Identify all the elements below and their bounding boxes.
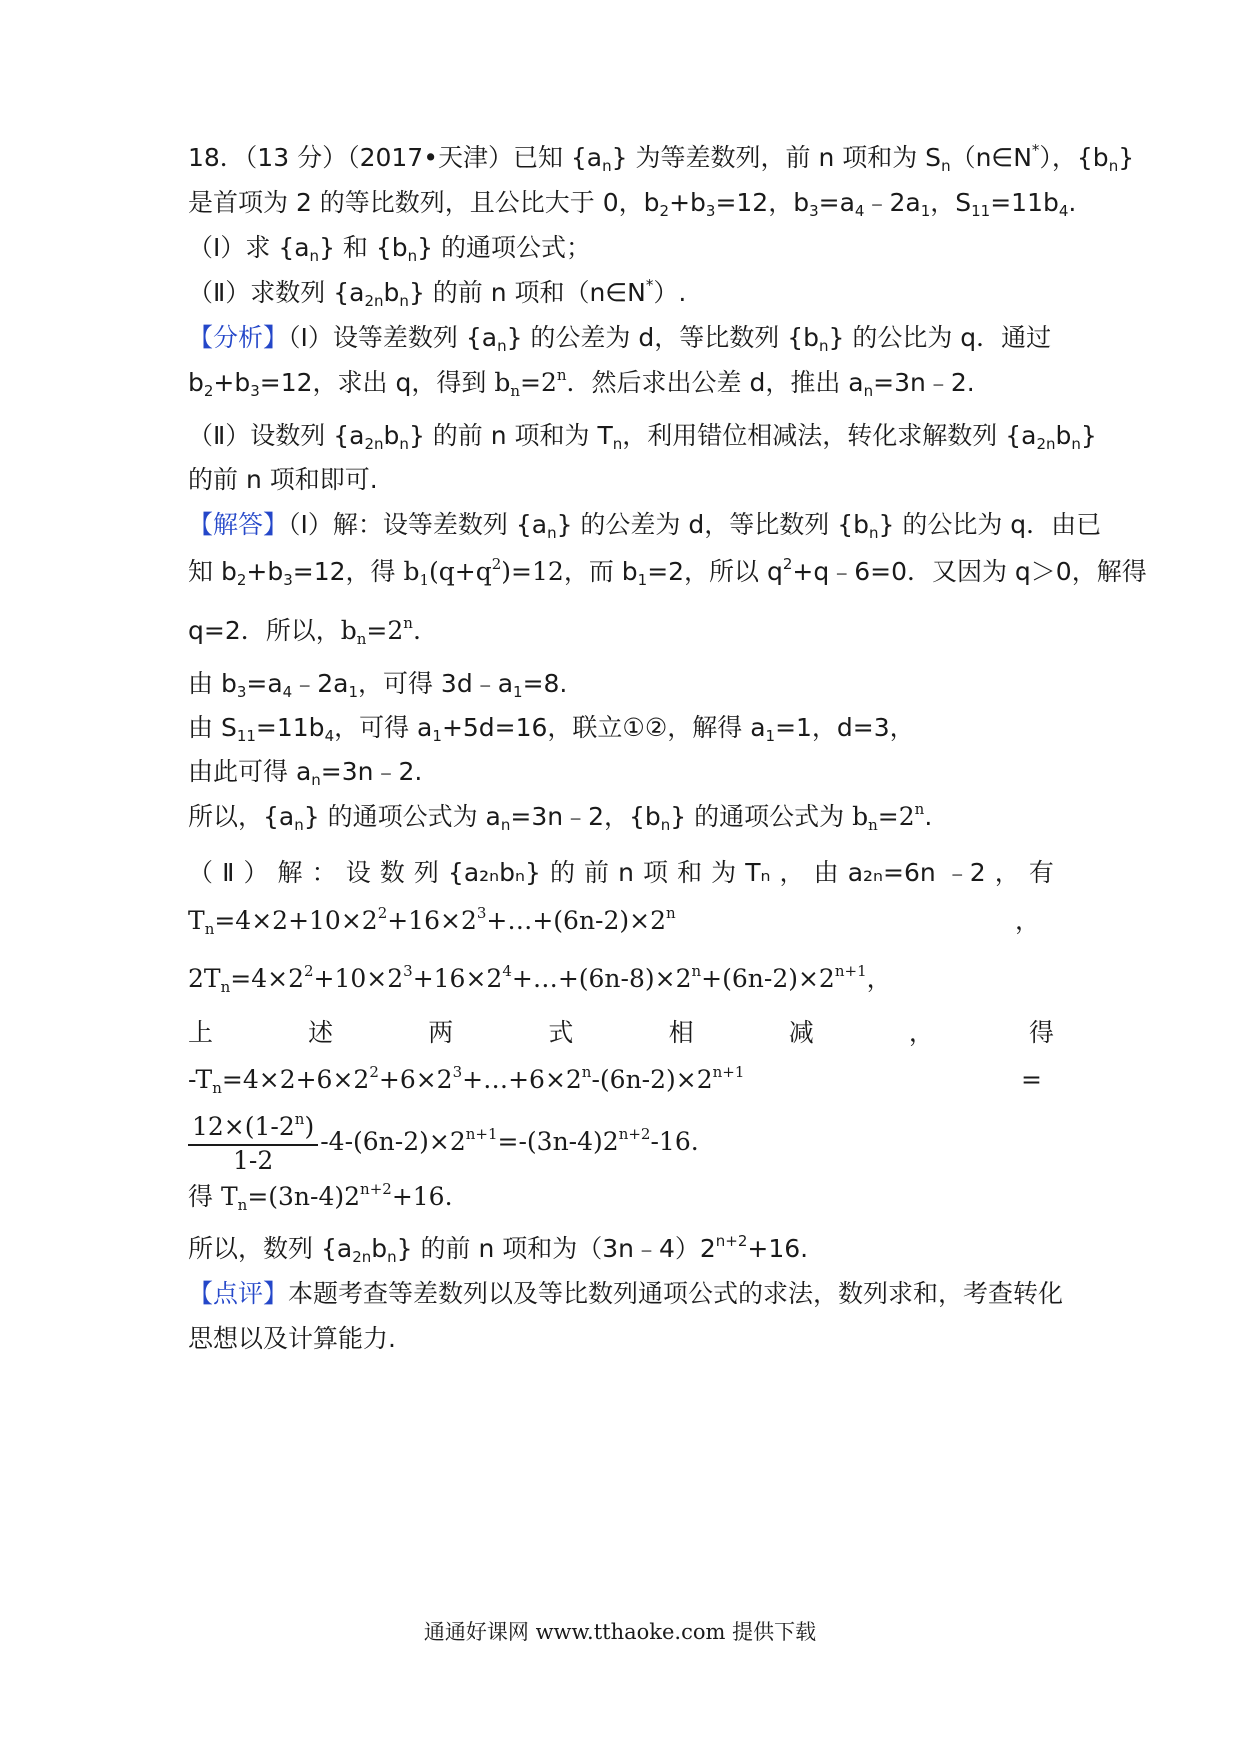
subscript: 3	[236, 683, 247, 701]
text: 本题考查等差数列以及等比数列通项公式的求法，数列求和，考查转化	[288, 1279, 1064, 1308]
text: （Ⅱ）求数列 {a	[188, 278, 365, 307]
text: 相	[668, 1018, 694, 1047]
text: （Ⅰ）求 {a	[188, 233, 310, 262]
solution-tag: 【解答】	[188, 510, 289, 539]
text: ﹣2a	[292, 669, 349, 698]
solution-line-12	[188, 1063, 1054, 1097]
solution-line-5	[188, 711, 1054, 745]
text: b	[188, 368, 204, 397]
text: -16.	[650, 1127, 699, 1156]
subscript: n	[602, 157, 612, 175]
subscript: n	[818, 337, 829, 355]
solution-line-3	[188, 614, 1054, 648]
text: 列	[413, 858, 439, 887]
text: =3n﹣2.	[873, 368, 975, 397]
analysis-line-4: 的前 n 项和即可.	[188, 465, 378, 494]
text: 12×(1-2	[192, 1111, 295, 1141]
text: 述	[308, 1018, 334, 1047]
subscript: 4	[282, 683, 293, 701]
superscript: n	[403, 614, 413, 632]
text: a₂ₙ=6n	[847, 858, 936, 887]
text: =3n﹣2.	[320, 757, 423, 786]
text: 是首项为 2 的等比数列，且公比大于 0，b	[188, 188, 660, 217]
text: 减	[788, 1018, 814, 1047]
text: 式	[548, 1018, 574, 1047]
text: 有	[1028, 858, 1054, 887]
solution-line-2	[188, 555, 1147, 589]
subscript: n	[612, 435, 623, 453]
text: ）	[243, 858, 269, 887]
superscript: *	[645, 276, 654, 294]
text: =a	[246, 669, 283, 698]
problem-part-2	[188, 276, 1054, 310]
text: b	[403, 557, 420, 586]
text: } 的前 n 项和为 T	[408, 421, 613, 450]
text: +16×2	[412, 964, 503, 993]
text: -T	[188, 1065, 213, 1094]
solution-line-1	[188, 508, 1102, 542]
text: =4×2+10×2	[214, 906, 378, 935]
formula-tn	[220, 1180, 453, 1214]
superscript: n	[556, 366, 567, 384]
text: （Ⅱ）设数列 {a	[188, 421, 365, 450]
text: } 为等差数列，前 n 项和为 S	[611, 143, 942, 172]
text: =-(3n-4)2	[497, 1127, 619, 1156]
text: 设	[345, 858, 371, 887]
text: （Ⅰ）解：设等差数列 {a	[288, 510, 548, 539]
text: 知 b	[188, 557, 237, 586]
text: =	[1021, 1065, 1042, 1094]
formula-b1	[403, 555, 564, 589]
subscript: 2	[659, 202, 670, 220]
text: +16.	[747, 1234, 809, 1263]
text: ﹣2	[944, 858, 986, 887]
subscript: 3	[250, 382, 260, 400]
text: =4×2	[230, 964, 304, 993]
text: )	[304, 1111, 315, 1141]
text: ．然后求出公差 d，推出 a	[566, 368, 864, 397]
text: ，利用错位相减法，转化求解数列 {a	[622, 421, 1037, 450]
text: =2	[877, 802, 915, 831]
superscript: n+1	[712, 1063, 745, 1081]
subscript: 4	[854, 202, 865, 220]
subscript: 1	[513, 683, 523, 701]
text: } 和 {b	[319, 233, 408, 262]
analysis-tag: 【分析】	[188, 323, 289, 352]
text: -(6n-2)×2	[591, 1065, 713, 1094]
text: b	[1055, 421, 1072, 450]
text: ，	[1014, 906, 1040, 935]
solution-line-13	[188, 1110, 1054, 1176]
text: 前	[584, 858, 610, 887]
subscript: n	[510, 382, 521, 400]
superscript: 2	[369, 1063, 379, 1081]
text: -4-(6n-2)×2	[320, 1127, 466, 1156]
problem-line-1	[188, 141, 1135, 175]
text: +…+6×2	[462, 1065, 582, 1094]
text: ：	[311, 858, 337, 887]
text: +…+(6n-2)×2	[486, 906, 667, 935]
superscript: 4	[502, 962, 512, 980]
text: 项	[643, 858, 669, 887]
superscript: n	[914, 800, 925, 818]
formula-bn	[340, 614, 421, 648]
text: =a	[818, 188, 855, 217]
text: 2T	[188, 964, 221, 993]
solution-line-10	[188, 962, 1054, 996]
text: ，	[994, 858, 1020, 887]
solution-line-14	[188, 1180, 1054, 1214]
text: ）.	[653, 278, 687, 307]
text: ﹣2a	[864, 188, 921, 217]
text: +16×2	[387, 906, 477, 935]
fraction-numerator	[188, 1109, 318, 1146]
text: 得	[188, 1182, 221, 1211]
text: b	[852, 802, 869, 831]
text: ，可得 a	[334, 713, 433, 742]
superscript: n	[581, 1063, 592, 1081]
text: =8.	[522, 669, 568, 698]
subscript: n	[399, 435, 409, 453]
superscript: 2	[377, 904, 388, 922]
text: } 的公差为 d，等比数列 {b	[506, 323, 819, 352]
text: ，S	[930, 188, 972, 217]
text: =1，d=3，	[775, 713, 915, 742]
analysis-line-2	[188, 366, 1054, 400]
subscript: n	[1071, 435, 1081, 453]
superscript: n+2	[618, 1125, 651, 1143]
solution-line-6	[188, 755, 1054, 789]
subscript: 2n	[364, 435, 384, 453]
subscript: n	[311, 771, 321, 789]
text: }	[1118, 143, 1135, 172]
solution-line-7	[188, 800, 1054, 834]
text: 的	[549, 858, 575, 887]
superscript: n+1	[834, 962, 867, 980]
text: +b	[246, 557, 284, 586]
text: } 的通项公式为 a	[303, 802, 501, 831]
subscript: 1	[348, 683, 358, 701]
subscript: n	[399, 292, 409, 310]
text: {a₂ₙbₙ}	[447, 858, 541, 887]
text: T	[220, 1182, 238, 1211]
superscript: n+2	[715, 1232, 748, 1250]
subscript: 3	[809, 202, 819, 220]
solution-line-11	[188, 1016, 1054, 1050]
subscript: n	[294, 816, 304, 834]
text: +16.	[391, 1182, 453, 1211]
subscript: n	[220, 978, 231, 996]
text: =2	[366, 616, 404, 645]
fraction-denominator: 1-2	[232, 1145, 274, 1175]
text: } 的通项公式为	[670, 802, 853, 831]
text: .	[1068, 188, 1077, 217]
text: =(3n-4)2	[247, 1182, 361, 1211]
text: =12，b	[715, 188, 810, 217]
text: ，	[908, 1018, 934, 1047]
subscript: 2n	[352, 1248, 372, 1266]
text: =11b	[255, 713, 325, 742]
subscript: 1	[419, 571, 430, 589]
text: ），{b	[1039, 143, 1109, 172]
text: =3n﹣2，{b	[510, 802, 661, 831]
text: +q﹣6=0．又因为 q＞0，解得	[792, 557, 1147, 586]
superscript: 2	[782, 555, 793, 573]
text: （Ⅰ）设等差数列 {a	[288, 323, 498, 352]
text: （	[188, 858, 214, 887]
text: b	[383, 278, 400, 307]
subscript: n	[868, 524, 879, 542]
subscript: 2	[236, 571, 247, 589]
subscript: 3	[283, 571, 293, 589]
text: 为	[711, 858, 737, 887]
superscript: *	[1031, 141, 1040, 159]
subscript: n	[863, 382, 874, 400]
text: n	[618, 858, 634, 887]
text: =12，得	[292, 557, 404, 586]
text: Tₙ	[745, 858, 771, 887]
superscript: n	[666, 904, 676, 922]
solution-line-4	[188, 667, 1054, 701]
formula-bn	[852, 800, 925, 834]
subscript: 1	[637, 571, 648, 589]
subscript: 11	[971, 202, 991, 220]
solution-line-15	[188, 1232, 1054, 1266]
text: (q+q	[429, 557, 492, 586]
text: ，可得 3d﹣a	[357, 669, 514, 698]
text: } 的通项公式；	[417, 233, 592, 262]
text: 由	[813, 858, 839, 887]
analysis-line-3	[188, 419, 1097, 453]
text: }	[1080, 421, 1097, 450]
text: )=12	[501, 557, 564, 586]
text: ，而 b	[563, 557, 638, 586]
subscript: 1	[432, 727, 442, 745]
superscript: 2	[491, 555, 502, 573]
superscript: n	[691, 962, 702, 980]
text: Ⅱ	[222, 858, 235, 887]
subscript: 2n	[1036, 435, 1056, 453]
text: +b	[669, 188, 706, 217]
comment-tag: 【点评】	[188, 1279, 289, 1308]
subscript: n	[237, 1196, 248, 1214]
problem-line-2	[188, 186, 1077, 220]
text: } 的前 n 项和（n∈N	[408, 278, 646, 307]
text: +5d=16，联立①②，解得 a	[441, 713, 766, 742]
superscript: n+2	[360, 1180, 392, 1198]
subscript: n	[547, 524, 557, 542]
fraction	[188, 1109, 318, 1176]
subscript: n	[497, 337, 507, 355]
text: +…+(6n-8)×2	[511, 964, 692, 993]
text: 所以，数列 {a	[188, 1234, 353, 1263]
problem-part-1	[188, 231, 1054, 265]
text: 由 S	[188, 713, 237, 742]
superscript: n+1	[465, 1125, 498, 1143]
text: +6×2	[378, 1065, 453, 1094]
subscript: n	[407, 247, 418, 265]
subscript: n	[387, 1248, 397, 1266]
subscript: n	[309, 247, 320, 265]
text: 由 b	[188, 669, 237, 698]
text: =12，求出 q，得到	[259, 368, 495, 397]
subscript: 11	[236, 727, 256, 745]
text: } 的公比为 q．由已	[878, 510, 1102, 539]
subscript: n	[1108, 157, 1119, 175]
solution-line-9	[188, 904, 1054, 938]
subscript: 4	[324, 727, 335, 745]
text: .	[924, 802, 933, 831]
text: 两	[428, 1018, 454, 1047]
text: ，	[866, 964, 892, 993]
subscript: 4	[1058, 202, 1069, 220]
subscript: n	[204, 920, 215, 938]
text: 解	[277, 858, 303, 887]
text: +(6n-2)×2	[701, 964, 835, 993]
text: b	[371, 1234, 388, 1263]
subscript: 2	[203, 382, 214, 400]
text: 数	[379, 858, 405, 887]
text: } 的公差为 d，等比数列 {b	[556, 510, 869, 539]
subscript: 1	[765, 727, 776, 745]
subscript: n	[660, 816, 671, 834]
text: b	[383, 421, 400, 450]
text: =2，所以 q	[647, 557, 783, 586]
superscript: 3	[403, 962, 413, 980]
solution-line-8	[188, 856, 1054, 890]
page-footer: 通通好课网 www.tthaoke.com 提供下载	[423, 1620, 817, 1644]
text: .	[412, 616, 421, 645]
analysis-line-1	[188, 321, 1054, 355]
text: （n∈N	[950, 143, 1032, 172]
text: q=2．所以，	[188, 616, 341, 645]
text: 18．（13 分）（2017•天津）已知 {a	[188, 143, 603, 172]
superscript: 3	[452, 1063, 463, 1081]
subscript: n	[941, 157, 951, 175]
subscript: 1	[920, 202, 931, 220]
text: b	[340, 616, 357, 645]
text: b	[494, 368, 511, 397]
text: ，	[779, 858, 805, 887]
superscript: 2	[303, 962, 314, 980]
text: T	[188, 906, 205, 935]
subscript: 2n	[364, 292, 384, 310]
subscript: n	[212, 1079, 222, 1097]
text: } 的公比为 q．通过	[828, 323, 1052, 352]
subscript: n	[500, 816, 511, 834]
text: 和	[677, 858, 703, 887]
subscript: 3	[705, 202, 716, 220]
text: +b	[213, 368, 251, 397]
formula-bn	[494, 366, 567, 400]
superscript: n	[294, 1109, 305, 1128]
text: 得	[1028, 1018, 1054, 1047]
text: 上	[188, 1018, 214, 1047]
text: } 的前 n 项和为（3n﹣4）2	[396, 1234, 716, 1263]
text: +10×2	[313, 964, 404, 993]
text: =4×2+6×2	[221, 1065, 370, 1094]
subscript: n	[356, 630, 367, 648]
text: =2	[520, 368, 557, 397]
subscript: n	[868, 816, 878, 834]
text: 所以，{a	[188, 802, 295, 831]
comment-line-2: 思想以及计算能力.	[188, 1324, 396, 1353]
superscript: 3	[476, 904, 487, 922]
text: 由此可得 a	[188, 757, 312, 786]
text: =11b	[990, 188, 1059, 217]
comment-line-1	[188, 1277, 1064, 1311]
